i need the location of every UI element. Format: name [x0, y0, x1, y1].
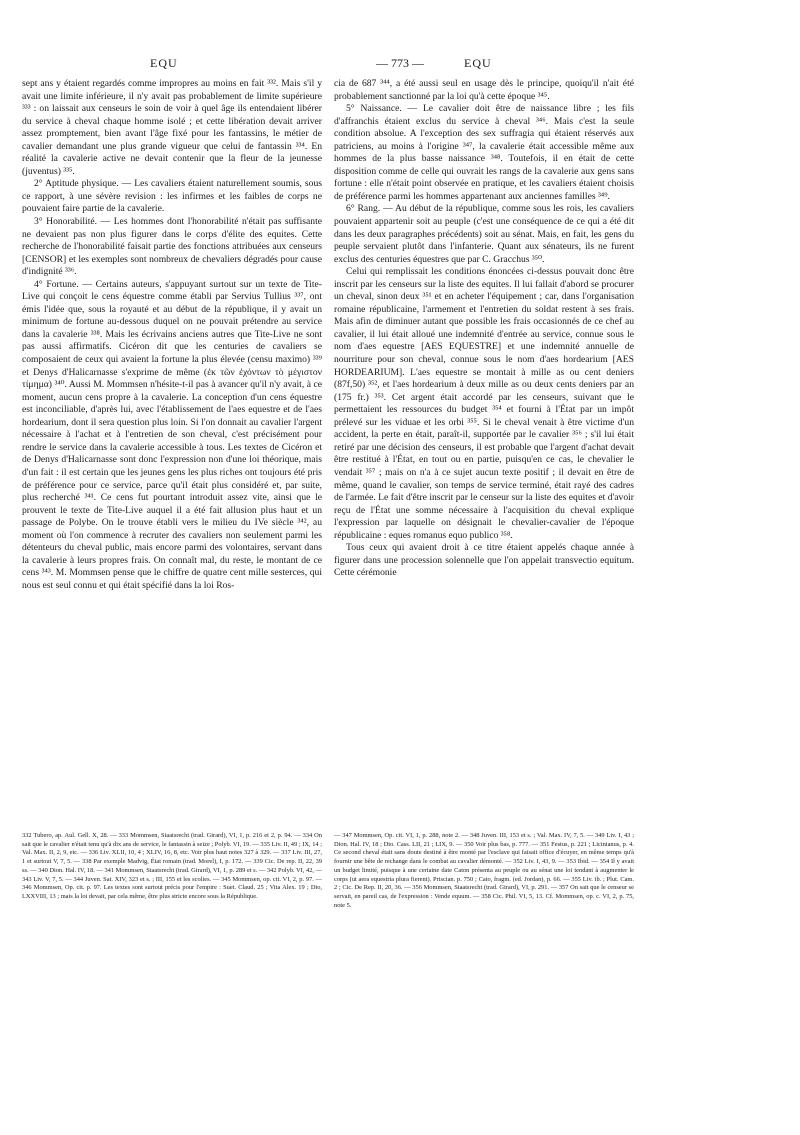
paragraph: Celui qui remplissait les conditions énoncées ci-dessus pouvait donc être inscrit par les censeurs sur la liste des equites. Il lui fallait d'abord se procurer un cheval, sinon deux ³⁵¹ et en acheter l'équipement ; car, dans l'organisation romaine républicaine, l'armement et l'entretien du soldat restent à ses frais. Mais afin de diminuer autant que possible les frais occasionnés de ce chef au cavalier, il lui était alloué une indemnité d'entrée au service, connue sous le nom d'aes equestre [AES EQUESTRE] et une indemnité annuelle de nourriture pour son cheval, connue sous le nom d'aes hordearium [AES HORDEARIUM]. L'aes equestre se montait à mille as ou cent deniers (87f,50) ³⁵², et l'aes hordearium à deux mille as ou deux cents deniers par an (175 fr.) ³⁵³. Cet argent était accordé par les censeurs, suivant que le permettaient les ressources du budget ³⁵⁴ et fourni à l'État par un impôt prélevé sur les viduae et les orbi ³⁵⁵. Si le cheval venait à être victime d'un accident, la perte en était, paraît-il, supportée par le cavalier ³⁵⁶ ; s'il lui était retiré par une décision des censeurs, il est probable que l'argent d'achat devait être restitué à l'État, en tout ou en partie, puisqu'en ce cas, le chevalier le vendait ³⁵⁷ ; mais on n'a à ce sujet aucun texte positif ; il devait en être de même, quand le cavalier, son temps de service terminé, était rayé des cadres de l'armée. Le fait d'être inscrit par le censeur sur la liste des equites et d'avoir reçu de l'État une somme nécessaire à l'acquisition du cheval explique l'expression par laquelle on désignait le chevalier-cavalier de l'époque républicaine : eques romanus equo publico ³⁵⁸. — [334, 266, 634, 541]
paragraph: 3° Honorabilité. — Les hommes dont l'honorabilité n'était pas suffisante ne devaient pas non plus figurer dans le corps d'élite des equites. Cette recherche de l'honorabilité faisait partie des fonctions attribuées aux censeurs [CENSOR] et les exemples sont nombreux de chevaliers dégradés pour cause d'indignité ³³⁶. — [22, 216, 322, 278]
paragraph: Tous ceux qui avaient droit à ce titre étaient appelés chaque année à figurer dans une procession solennelle que l'on appelait transvectio equitum. Cette cérémonie — [334, 542, 634, 579]
paragraph: 6° Rang. — Au début de la république, comme sous les rois, les cavaliers pouvaient appartenir soit au peuple (c'est une conséquence de ce qui a été dit dans les deux paragraphes précédents) soit au sénat. Mais, en fait, les gens du peuple servaient plutôt dans l'infanterie. Quant aux sénateurs, ils ne furent exclus des centuries équestres que par C. Gracchus ³⁵⁰. — [334, 203, 634, 265]
footnotes-left: 332 Tubero, ap. Aul. Gell. X, 28. — 333 Mommsen, Staatsrecht (trad. Girard), VI, 1, p. 216 et 2, p. 94. — 334 On sait que le cavalier n'était tenu qu'à dix ans de service, le fantassin à seize ; Polyb. VI, 19. — 335 Liv. II, 49 ; IX, 14 ; Val. Max. II, 2, 9, etc. — 336 Liv. XLII, 10, 4 ; XLIV, 16, 8, etc. Voir plus haut notes 327 à 329. — 337 Liv. III, 27, 1 et surtout V, 7, 5. — 338 Par exemple Madvig, État romain (trad. Morel), I, p. 172. — 339 Cic. De rep. II, 22, 39 ss. — 340 Dion. Hal. IV, 18. — 341 Mommsen, Staatsrecht (trad. Girard), VI, 1, p. 289 et s. — 342 Polyb. VI, 42, — 343 Liv. V, 7, 5. — 344 Juven. Sat. XIV, 323 et s. ; III, 155 et les scolies. — 345 Mommsen, op. cit. VI, 2, p. 97. — 346 Mommsen, Op. cit. p. 97. Les textes sont surtout précis pour l'empire : Suet. Claud. 25 ; Vita Alex. 19 ; Dio, LXXVIII, 13 ; mais la loi devait, par cela même, être plus stricte encore sous la République. — [22, 832, 322, 900]
header-left-word: EQU — [150, 56, 178, 70]
paragraph: 2° Aptitude physique. — Les cavaliers étaient naturellement soumis, sous ce rapport, à une sévère revision : les infirmes et les faibles de corps ne pouvaient faire partie de la cavalerie. — [22, 178, 322, 215]
header-right-word: EQU — [464, 56, 492, 70]
paragraph: 4° Fortune. — Certains auteurs, s'appuyant surtout sur un texte de Tite-Live qui conçoit le cens équestre comme établi par Servius Tullius ³³⁷, ont émis l'idée que, sous la royauté et au début de la république, il y avait un minimum de fortune au-dessous duquel on ne pouvait prétendre au service dans la cavalerie ³³⁸. Mais les écrivains anciens autres que Tite-Live ne sont pas aussi affirmatifs. Cicéron dit que les centuries de cavaliers se composaient de ceux qui avaient la fortune la plus élevée (censu maximo) ³³⁹ et Denys d'Halicarnasse s'exprime de même (ἐκ τῶν ἐχόντων τὸ μέγιστον τίμημα) ³⁴⁰. Aussi M. Mommsen n'hésite-t-il pas à avancer qu'il n'y avait, à ce moment, aucun cens propre à la cavalerie. La conception d'un cens équestre est inconciliable, d'après lui, avec l'établissement de l'aes equestre et de l'aes hordearium, dont il sera question plus loin. Si l'on donnait au cavalier l'argent nécessaire à l'achat et à l'entretien de son cheval, c'est précisément pour rendre le service dans la cavalerie accessible à tous. Les textes de Cicéron et de Denys d'Halicarnasse sont donc l'expression non d'une loi théorique, mais d'un fait : il est certain que les jeunes gens les plus riches ont toujours été pris de préférence pour ce service, parce qu'il était plus considéré et, par suite, plus recherché ³⁴¹. Ce cens fut pourtant introduit assez vite, ainsi que le prouvent le texte de Tite-Live auquel il a été fait allusion plus haut et un passage de Polybe. On le trouve établi vers le milieu du IVe siècle ³⁴², au moment où l'on commence à recruter des cavaliers non seulement parmi les détenteurs du cheval public, mais encore parmi des volontaires, servant dans la cavalerie à leurs propres frais. On connaît mal, du reste, le montant de ce cens ³⁴³. M. Mommsen pense que le chiffre de quatre cent mille sesterces, qui nous est seul connu et qui était spécifié dans la loi Ros- — [22, 278, 322, 591]
running-header — [22, 56, 778, 74]
paragraph: cia de 687 ³⁴⁴, a été aussi seul en usage dès le principe, quoiqu'il n'ait été probablement sanctionné par la loi qu'à cette époque ³⁴⁵. — [334, 78, 634, 102]
page-number: — 773 — — [376, 56, 424, 70]
left-column — [22, 78, 322, 592]
footnotes-right: — 347 Mommsen, Op. cit. VI, 1, p. 288, note 2. — 348 Juven. III, 153 et s. ; Val. Max. IV, 7, 5. — 349 Liv. I, 43 ; Dion. Hal. IV, 18 ; Dio. Cass. LII, 21 ; LIX, 9. — 350 Voir plus bas, p. 777. — 351 Festus, p. 221 ; Licinianus, p. 4. Ce second cheval était sans doute destiné à être monté par l'esclave qui faisait office d'écuyer, en même temps qu'à fournir une bête de rechange dans le combat au cavalier démonté. — 352 Liv. I, 43, 9. — 353 Ibid. — 354 Il y avait un budget limité, puisque à une certaine date Caton présenta au peuple ou au sénat une loi tendant à augmenter le corps (ut aera equestria plura fierent). Priscian. p. 750 ; Cato, fragm. (ed. Jordan), p. 66. — 355 Liv. ib. ; Plut. Cam. 2 ; Cic. De Rep. II, 20, 36. — 356 Mommsen, Staatsrecht (trad. Girard), VI, p. 291. — 357 On sait que le censeur se servait, en pareil cas, de l'expression : Vende equum. — 358 Cic. Phil. VI, 5, 13. Cf. Mommsen, op. c. VI, 2, p. 75, note 5. — [334, 832, 634, 909]
paragraph: 5° Naissance. — Le cavalier doit être de naissance libre ; les fils d'affranchis étaient exclus du service à cheval ³⁴⁶. Mais c'est la seule condition absolue. A l'exception des sex suffragia qui étaient réservés aux patriciens, au moins à l'origine ³⁴⁷, la cavalerie était accessible même aux hommes de la plus basse naissance ³⁴⁸. Toutefois, il en était de cette disposition comme de celle qui ouvrait les rangs de la cavalerie aux gens sans fortune : elle n'était point observée en pratique, et les cavaliers étaient choisis de préférence parmi les hommes appartenant aux anciennes familles ³⁴⁹. — [334, 103, 634, 202]
paragraph: sept ans y étaient regardés comme impropres au moins en fait ³³². Mais s'il y avait une limite inférieure, il n'y avait pas probablement de limite supérieure ³³³ : on laissait aux censeurs le soin de voir à quel âge ils entendaient libérer du service à cheval chaque homme isolé ; et cette libération devait arriver assez promptement, bien avant l'âge fixé pour les fantassins, le métier de cavalier demandant une plus grande vigueur que celui de fantassin ³³⁴. En réalité la cavalerie active ne devait contenir que la fleur de la jeunesse (juventus) ³³⁵. — [22, 78, 322, 177]
right-column — [334, 78, 634, 580]
